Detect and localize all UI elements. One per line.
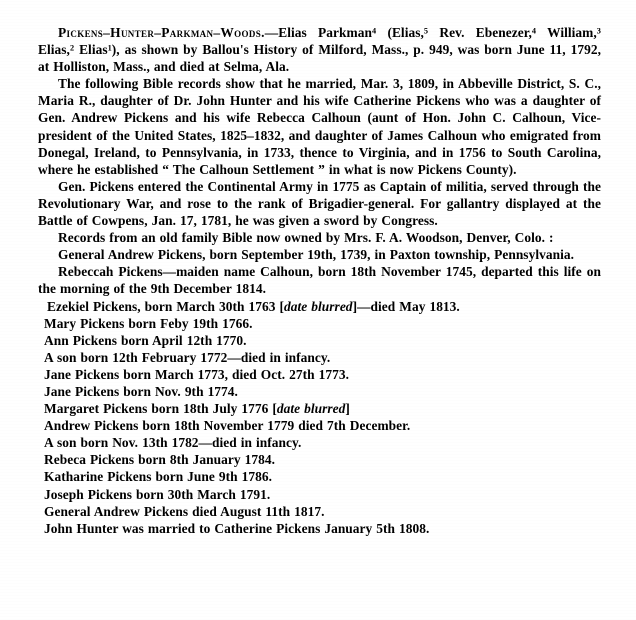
register-entry-annotation: date blurred [276, 401, 346, 417]
register-entry-text-pre: Margaret Pickens born 18th July 1776 [ [44, 401, 277, 417]
register-entry-text-post: ]—died May 1813. [352, 298, 460, 314]
lineage-4-name: Elias, [38, 42, 70, 58]
subject-name: Elias Parkman [278, 25, 372, 40]
entry-lemma: Pickens–Hunter–Parkman–Woods. [58, 25, 265, 40]
register-entry: Jane Pickens born March 1773, died Oct. 27th 1773. [44, 366, 349, 382]
register-entry-annotation: date blurred [284, 298, 353, 314]
register-entry: Rebeca Pickens born 8th January 1784. [44, 452, 276, 468]
register-entry-text-post: ] [345, 401, 350, 417]
lineage-5-name: Elias [79, 42, 108, 58]
register-entry: General Andrew Pickens died August 11th 1817. [44, 503, 325, 519]
lineage-2-name: Rev. Ebenezer, [439, 25, 532, 40]
register-entry [47, 298, 601, 315]
bible-record-register [38, 298, 601, 537]
register-entry: Jane Pickens born Nov. 9th 1774. [44, 383, 238, 399]
register-entry: Ann Pickens born April 12th 1770. [44, 332, 247, 348]
paragraph-military-service: Gen. Pickens entered the Continental Army in 1775 as Captain of militia, served through the Revolutionary War, and rose to the rank of Brigadier-general. For gallantry displayed at the Battle of Cowpens, Jan. 17, 1781, he was given a sword by Congress. [38, 178, 601, 229]
lineage-2-generation: 4 [531, 26, 537, 36]
paragraph-head-entry [38, 24, 601, 75]
register-entry-text-pre: Ezekiel Pickens, born March 30th 1763 [ [47, 298, 285, 314]
lineage-3-name: William, [547, 25, 597, 40]
register-entry: A son born Nov. 13th 1782—died in infancy. [44, 435, 302, 451]
register-entry: Andrew Pickens born 18th November 1779 died 7th December. [44, 418, 411, 434]
lineage-5-generation: 1 [107, 43, 112, 53]
register-entry: Mary Pickens born Feby 19th 1766. [44, 315, 253, 331]
register-entry: John Hunter was married to Catherine Pickens January 5th 1808. [44, 520, 430, 536]
lineage-3-generation: 3 [596, 26, 601, 36]
paragraph-andrew-pickens-birth: General Andrew Pickens, born September 19th, 1739, in Paxton township, Pennsylvania. [58, 247, 574, 263]
paragraph-marriage: The following Bible records show that he married, Mar. 3, 1809, in Abbeville District, S. C., Maria R., daughter of Dr. John Hunter and his wife Catherine Pickens who was a daughter of Gen. Andrew Pickens and his wife Rebecca Calhoun (aunt of Hon. John C. Calhoun, Vice-president of the United States, 1825–1832, and daughter of James Calhoun who emigrated from Donegal, Ireland, to Pennsylvania, in 1733, thence to Virginia, and in 1756 to South Carolina, where he established “ The Calhoun Settlement ” in what is now Pickens County). [38, 76, 601, 177]
register-entry: A son born 12th February 1772—died in infancy. [44, 349, 331, 365]
subject-generation: 4 [371, 26, 377, 36]
register-entry [44, 400, 601, 417]
paragraph-source-note: Records from an old family Bible now owned by Mrs. F. A. Woodson, Denver, Colo. : [58, 230, 554, 246]
entry-lemma-dash: — [264, 25, 279, 40]
register-entry: Katharine Pickens born June 9th 1786. [44, 469, 273, 485]
lineage-1-generation: 5 [423, 26, 429, 36]
head-entry-tail: ), as shown by Ballou's History of Milford, Mass., p. 949, was born June 11, 1792, at Holliston, Mass., and died at Selma, Ala. [38, 42, 601, 75]
lineage-4-generation: 2 [69, 43, 75, 53]
text-column [38, 24, 601, 537]
lineage-open-paren: (Elias, [376, 25, 424, 40]
paragraph-rebeccah-pickens: Rebeccah Pickens—maiden name Calhoun, born 18th November 1745, departed this life on the morning of the 9th December 1814. [38, 264, 601, 297]
register-entry: Joseph Pickens born 30th March 1791. [44, 486, 271, 502]
